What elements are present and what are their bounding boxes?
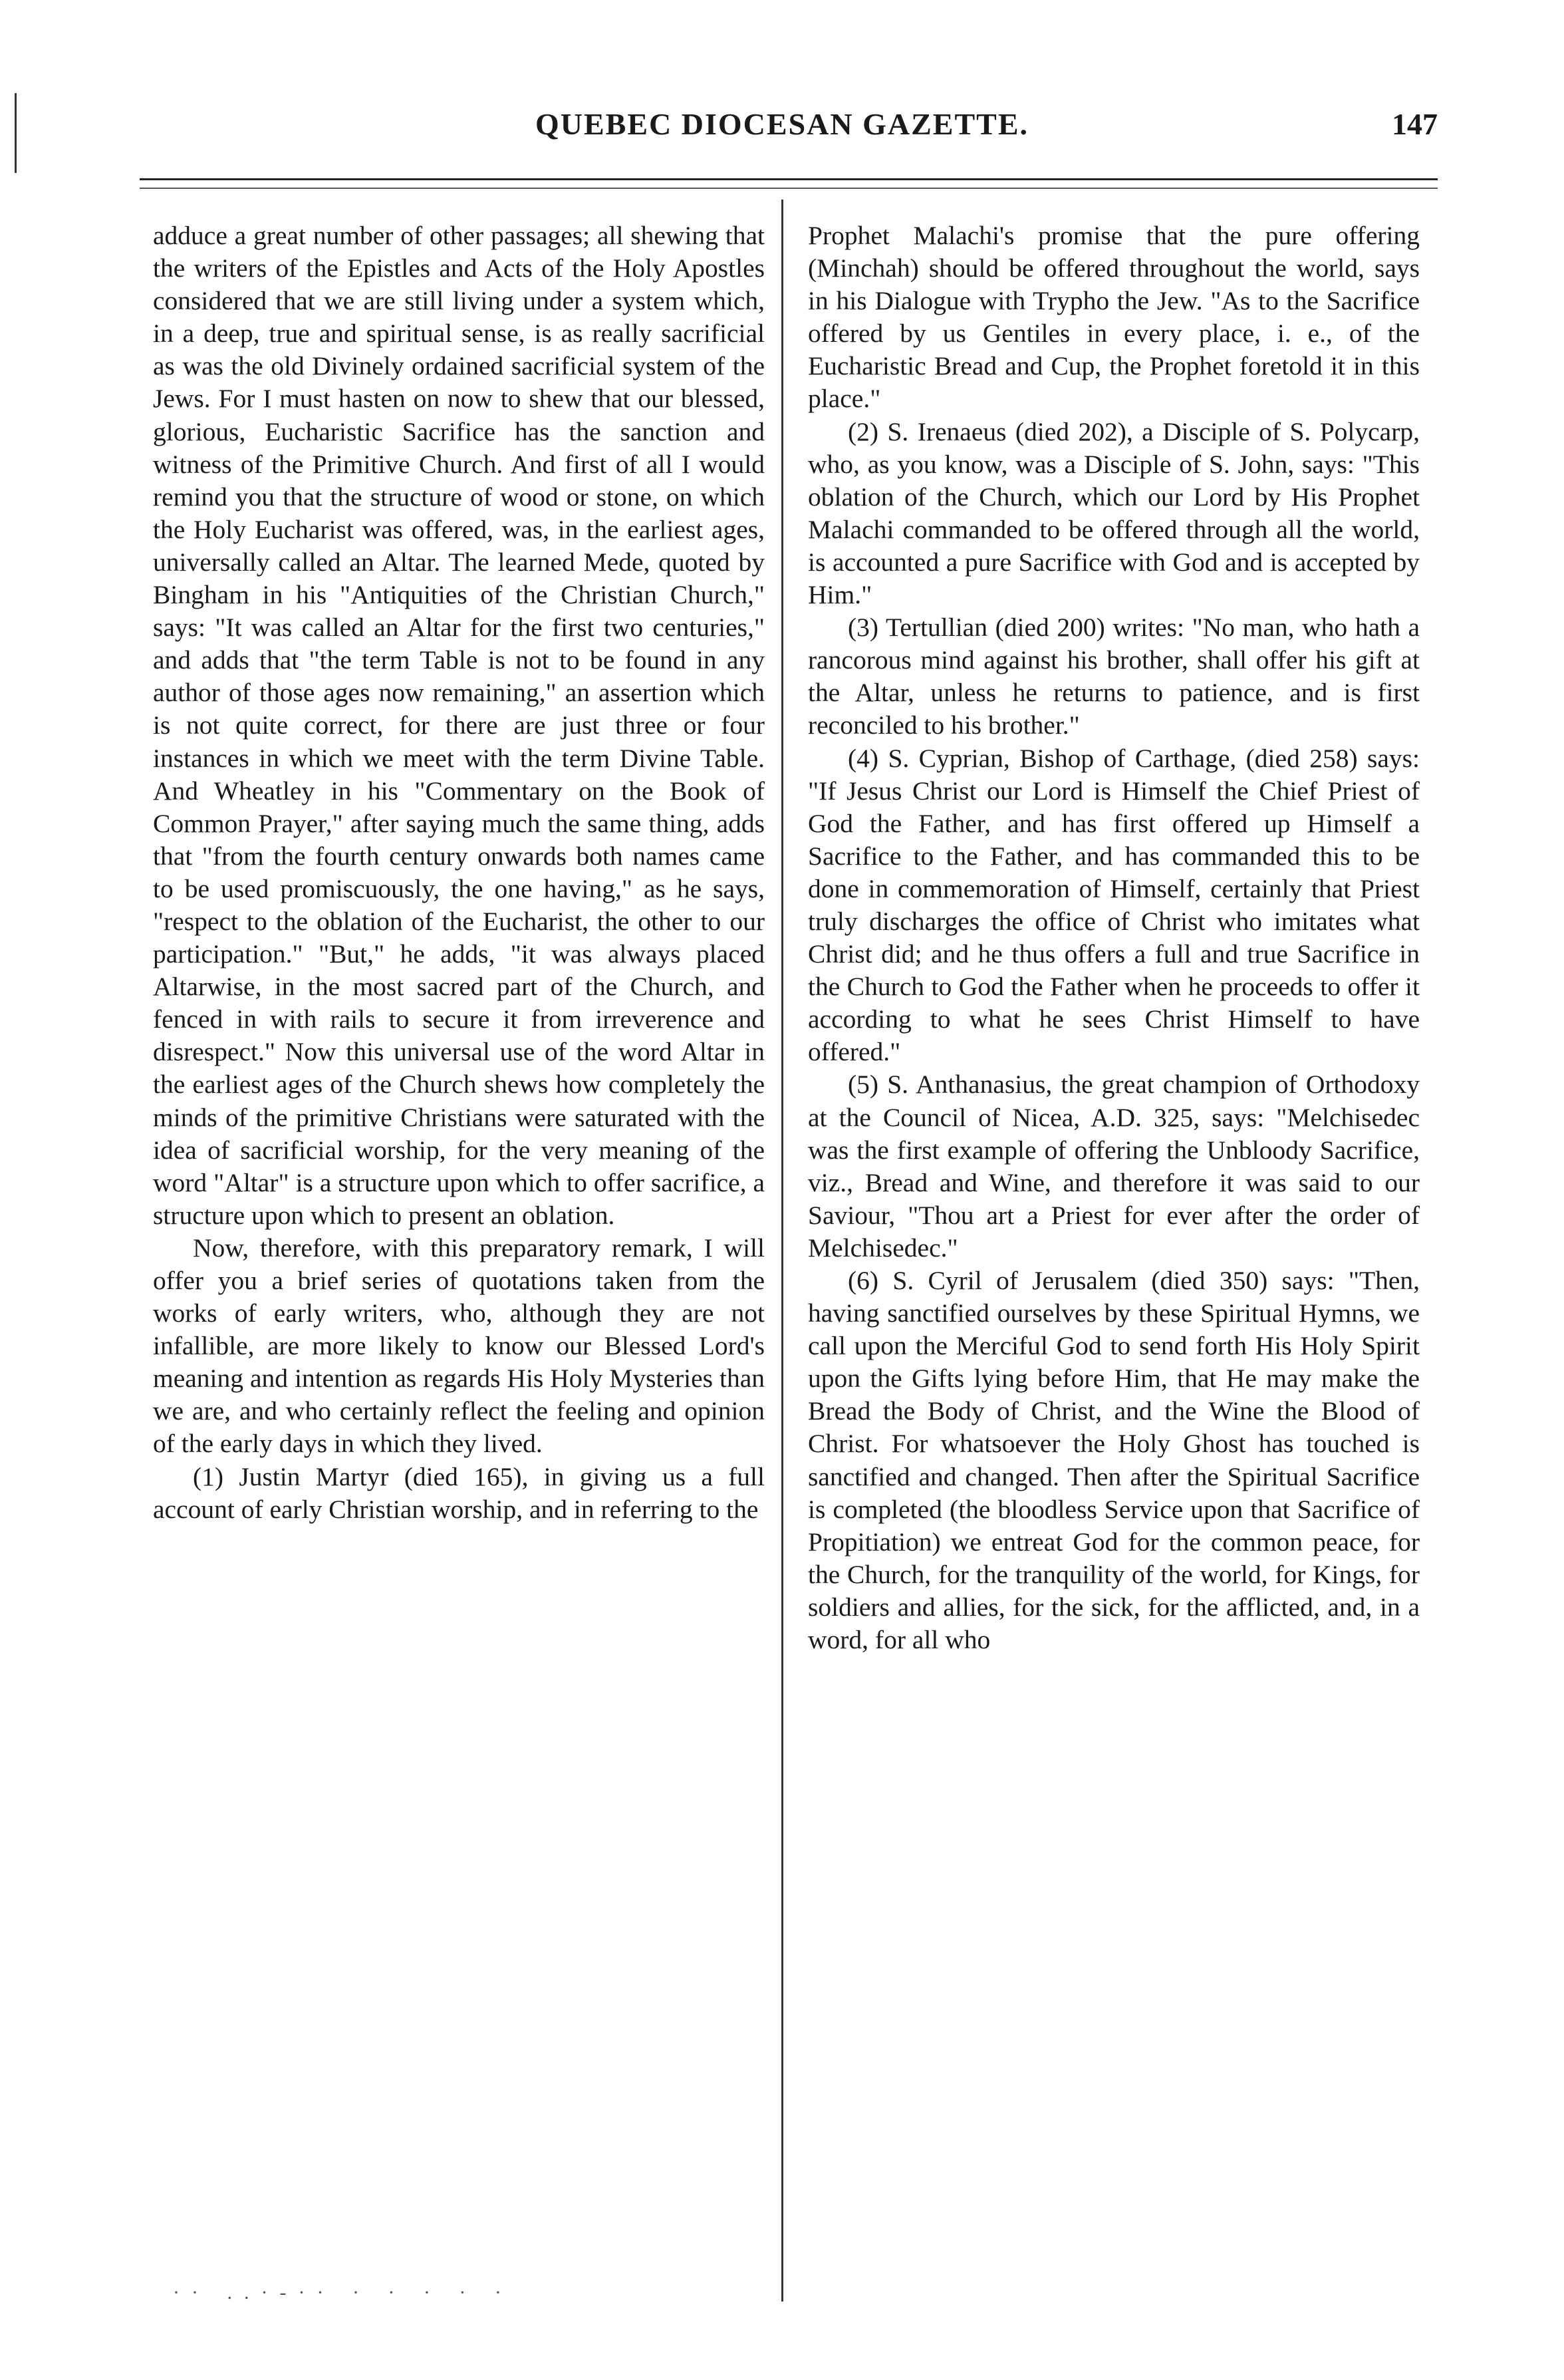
page-header (0, 106, 1564, 160)
left-column (153, 220, 765, 1526)
page-number: 147 (1392, 107, 1438, 141)
right-paragraph-5: (5) S. Anthanasius, the great champion of Orthodoxy at the Council of Nicea, A.D. 325, says: "Melchisedec was the first example of offering the Unbloody Sacrifice, viz., Bread and Wine, and therefore it was said to our Saviour, "Thou art a Priest for ever after the order of Melchisedec." (808, 1070, 1420, 1263)
left-paragraph-2: Now, therefore, with this preparatory remark, I will offer you a brief series of quotations taken from the works of early writers, who, although they are not infallible, are more likely to know our Blessed Lord's meaning and intention as regards His Holy Mysteries than we are, and who certainly reflect the feeling and opinion of the early days in which they lived. (153, 1233, 765, 1459)
right-paragraph-3: (3) Tertullian (died 200) writes: "No man, who hath a rancorous mind against his brother, shall offer his gift at the Altar, unless he returns to patience, and is first reconciled to his brother." (808, 613, 1420, 740)
running-title: QUEBEC DIOCESAN GAZETTE. (535, 107, 1029, 141)
column-divider (781, 200, 783, 2302)
header-rule-secondary (140, 188, 1438, 189)
header-rule (140, 178, 1438, 180)
right-paragraph-2: (2) S. Irenaeus (died 202), a Disciple of S. Polycarp, who, as you know, was a Disciple of S. John, says: "This oblation of the Church, which our Lord by His Prophet Malachi commanded to be offered through all the world, is accounted a pure Sacrifice with God and is accepted by Him." (808, 416, 1420, 610)
left-paragraph-3: (1) Justin Martyr (died 165), in giving us a full account of early Christian worship, and in referring to the (153, 1461, 765, 1524)
footer-marks: ·· ..·-·· · · · · · (173, 2282, 513, 2304)
right-paragraph-6: (6) S. Cyril of Jerusalem (died 350) says: "Then, having sanctified ourselves by these Spiritual Hymns, we call upon the Merciful God to send forth His Holy Spirit upon the Gifts lying before Him, that He may make the Bread the Body of Christ, and the Wine the Blood of Christ. For whatsoever the Holy Ghost has touched is sanctified and changed. Then after the Spiritual Sacrifice is completed (the bloodless Service upon that Sacrifice of Propitiation) we entreat God for the common peace, for the Church, for the tranquility of the world, for Kings, for soldiers and allies, for the sick, for the afflicted, and, in a word, for all who (808, 1266, 1420, 1655)
right-paragraph-1: Prophet Malachi's promise that the pure offering (Minchah) should be offered throughout the world, says in his Dialogue with Trypho the Jew. "As to the Sacrifice offered by us Gentiles in every place, i. e., of the Eucharistic Bread and Cup, the Prophet foretold it in this place." (808, 221, 1420, 414)
right-paragraph-4: (4) S. Cyprian, Bishop of Carthage, (died 258) says: "If Jesus Christ our Lord is Himself the Chief Priest of God the Father, and has first offered up Himself a Sacrifice to the Father, and has commanded this to be done in commemoration of Himself, certainly that Priest truly discharges the office of Christ who imitates what Christ did; and he thus offers a full and true Sacrifice in the Church to God the Father when he proceeds to offer it according to what he sees Christ Himself to have offered." (808, 743, 1420, 1067)
left-paragraph-1: adduce a great number of other passages; all shewing that the writers of the Epistles and Acts of the Holy Apostles considered that we are still living under a system which, in a deep, true and spiritual sense, is as really sacrificial as was the old Divinely ordained sacrificial system of the Jews. For I must hasten on now to shew that our blessed, glorious, Eucharistic Sacrifice has the sanction and witness of the Primitive Church. And first of all I would remind you that the structure of wood or stone, on which the Holy Eucharist was offered, was, in the earliest ages, universally called an Altar. The learned Mede, quoted by Bingham in his "Antiquities of the Christian Church," says: "It was called an Altar for the first two centuries," and adds that "the term Table is not to be found in any author of those ages now remaining," an assertion which is not quite correct, for there are just three or four instances in which we meet with the term Divine Table. And Wheatley in his "Commentary on the Book of Common Prayer," after saying much the same thing, adds that "from the fourth century onwards both names came to be used promiscuously, the one having," as he says, "respect to the oblation of the Eucharist, the other to our participation." "But," he adds, "it was always placed Altarwise, in the most sacred part of the Church, and fenced in with rails to secure it from irreverence and disrespect." Now this universal use of the word Altar in the earliest ages of the Church shews how completely the minds of the primitive Christians were saturated with the idea of sacrificial worship, for the very meaning of the word "Altar" is a structure upon which to offer sacrifice, a structure upon which to present an oblation. (153, 221, 765, 1230)
right-column (808, 220, 1420, 1656)
